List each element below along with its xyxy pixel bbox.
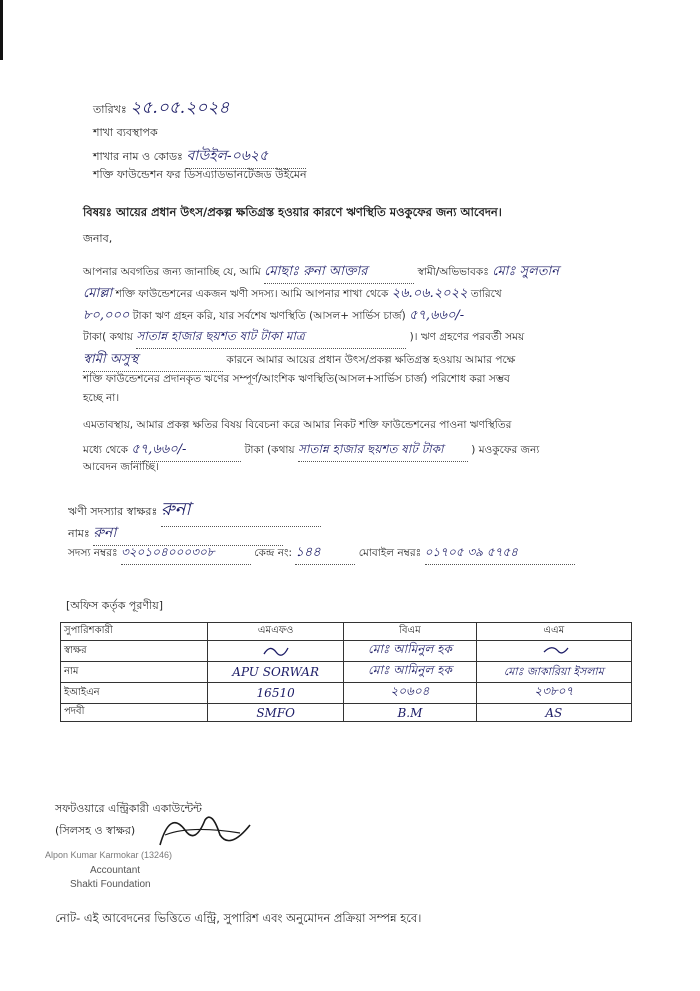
mfo-signature-cell <box>208 641 344 662</box>
bm-signature: মোঃ আমিনুল হক <box>367 642 452 656</box>
row-label: পদবী <box>61 704 208 722</box>
date-label: তারিখঃ <box>93 103 127 116</box>
body1-text: টাকা ঋণ গ্রহন করি, যার সর্বশেষ ঋণস্থিতি (আসল+ সার্ভিস চার্জ) <box>132 310 406 322</box>
body2-text: ) মওকুফের জন্য <box>471 444 540 456</box>
member-name-label: নামঃ <box>68 527 90 540</box>
am-signature-icon <box>534 642 574 658</box>
guardian-written: মোঃ সুলতান <box>492 264 560 279</box>
reason-written: স্বামী অসুস্থ <box>83 350 223 372</box>
row-label: নাম <box>61 662 208 683</box>
table-cell <box>344 662 476 683</box>
header-cell: সুপারিশকারী <box>61 623 208 641</box>
body1-line1 <box>83 262 559 284</box>
header-cell: এএম <box>476 623 631 641</box>
accountant-line2: (সিলসহ ও স্বাক্ষর) <box>55 824 136 837</box>
mfo-ein: 16510 <box>256 686 295 700</box>
table-cell <box>344 683 476 704</box>
am-signature-cell <box>476 641 631 662</box>
office-row-designation <box>61 704 632 722</box>
body1-line3 <box>83 306 464 327</box>
salutation: জনাব, <box>83 232 113 245</box>
mobile-value: ০১৭০৫ ৩৯ ৫৭৫৪ <box>425 544 575 565</box>
table-cell <box>476 683 631 704</box>
seal-title: Accountant <box>90 865 141 876</box>
center-value: ১৪৪ <box>295 543 355 565</box>
branch-value: বাউইল-০৬২৫ <box>186 144 306 169</box>
header-cell: এমএফও <box>208 623 344 641</box>
table-cell <box>476 704 631 722</box>
note: নোট- এই আবেদনের ভিত্তিতে এন্ট্রি, সুপারিশ এবং অনুমোদন প্রক্রিয়া সম্পন্ন হবে। <box>55 911 422 925</box>
to-line3: শক্তি ফাউন্ডেশন ফর ডিসএ্যাডভানটেজড উইমেন <box>93 168 307 181</box>
body1-line2 <box>83 284 502 305</box>
office-title: [অফিস কর্তৃক পূরণীয়] <box>66 599 163 612</box>
mfo-designation: SMFO <box>256 705 295 720</box>
body1-text: আপনার অবগতির জন্য জানাচ্ছি যে, আমি <box>83 266 261 278</box>
branch-label: শাখার নাম ও কোডঃ <box>93 150 183 163</box>
body1-line5 <box>83 350 515 372</box>
bm-ein: ২০৬০৪ <box>390 684 430 698</box>
body1-line4 <box>83 328 524 349</box>
body1-text: টাকা( কথায় <box>83 331 133 343</box>
row-label: ইআইএন <box>61 683 208 704</box>
seal-org: Shakti Foundation <box>70 879 151 890</box>
body1-text: তারিখে <box>470 288 502 300</box>
member-sign-label: ঋণী সদস্যার স্বাক্ষরঃ <box>68 505 158 518</box>
body2-line1: এমতাবস্থায়, আমার প্রকল্প ক্ষতির বিষয় বিবেচনা করে আমার নিকট শক্তি ফাউন্ডেশনের পাওনা ঋণস্থিতির <box>83 419 512 431</box>
loan-amount-written: ৮০,০০০ <box>83 308 130 323</box>
date-value: ২৫.০৫.২০২৪ <box>130 98 230 118</box>
body1-text: শক্তি ফাউন্ডেশনের একজন ঋণী সদস্য। আমি আপনার শাখা থেকে <box>115 288 389 300</box>
balance-words-written: সাতান্ন হাজার ছয়শত ষাট টাকা মাত্র <box>136 328 406 349</box>
bm-signature-cell <box>344 641 476 662</box>
table-cell <box>208 683 344 704</box>
body1-line6: শক্তি ফাউন্ডেশনের প্রদানকৃত ঋণের সম্পূর্ণ/আংশিক ঋণস্থিতি(আসল+সার্ভিস চার্জ) পরিশোধ করা সম্ভব <box>83 373 510 385</box>
waiver-words-written: সাতান্ন হাজার ছয়শত ষাট টাকা <box>298 441 468 462</box>
balance-written: ৫৭,৬৬০/- <box>409 308 465 323</box>
body2-line3: আবেদন জানাচ্ছি। <box>83 461 159 473</box>
subject: বিষয়ঃ আয়ের প্রধান উৎস/প্রকল্প ক্ষতিগ্রস্ত হওয়ার কারণে ঋণস্থিতি মওকুফের জন্য আবেদন। <box>83 205 502 219</box>
office-row-name <box>61 662 632 683</box>
member-name-written: মোছাঃ রুনা আক্তার <box>264 262 414 284</box>
member-no-value: ৩২০১০৪০০০৩০৮ <box>121 544 251 565</box>
member-ids-row <box>68 543 575 565</box>
body2-text: মধ্যে থেকে <box>83 444 128 456</box>
table-cell <box>344 704 476 722</box>
office-header-row <box>61 623 632 641</box>
member-name-value: রুনা <box>93 521 283 546</box>
page-edge <box>0 0 3 60</box>
body1-text: কারনে আমার আয়ের প্রধান উৎস/প্রকল্প ক্ষতিগ্রস্ত হওয়ায় আমার পক্ষে <box>226 354 516 366</box>
guardian2-written: মোল্লা <box>83 286 113 301</box>
to-line1: শাখা ব্যবস্থাপক <box>93 126 158 139</box>
center-label: কেন্দ্র নং: <box>254 547 293 559</box>
office-table <box>60 622 632 722</box>
bm-name: মোঃ আমিনুল হক <box>367 663 452 677</box>
date-row <box>93 95 229 123</box>
row-label: স্বাক্ষর <box>61 641 208 662</box>
office-row-ein <box>61 683 632 704</box>
body1-line7: হচ্ছে না। <box>83 392 120 404</box>
mfo-name: APU SORWAR <box>232 665 320 679</box>
table-cell <box>208 662 344 683</box>
header-cell: বিএম <box>344 623 476 641</box>
bm-designation: B.M <box>397 705 423 720</box>
body2-line2 <box>83 440 539 462</box>
am-designation: AS <box>545 705 563 720</box>
seal-name: Alpon Kumar Karmokar (13246) <box>45 850 173 860</box>
member-no-label: সদস্য নম্বরঃ <box>68 547 118 559</box>
body2-text: টাকা (কথায় <box>244 444 295 456</box>
mobile-label: মোবাইল নম্বরঃ <box>358 547 422 559</box>
member-signature: রুনা <box>161 495 321 527</box>
waiver-amount-written: ৫৭,৬৬০/- <box>131 440 241 462</box>
am-name: মোঃ জাকারিয়া ইসলাম <box>503 664 604 678</box>
body1-guardian-label: স্বামী/অভিভাবকঃ <box>417 266 489 278</box>
body1-text: )। ঋণ গ্রহণের পরবর্তী সময় <box>409 331 525 343</box>
accountant-line1: সফটওয়ারে এন্ট্রিকারী একাউন্টেন্ট <box>55 802 202 815</box>
loan-date-written: ২৬.০৬.২০২২ <box>391 286 468 301</box>
table-cell <box>208 704 344 722</box>
am-ein: ২৩৮০৭ <box>534 684 574 698</box>
mfo-signature-icon <box>256 642 296 658</box>
office-row-signature <box>61 641 632 662</box>
table-cell <box>476 662 631 683</box>
